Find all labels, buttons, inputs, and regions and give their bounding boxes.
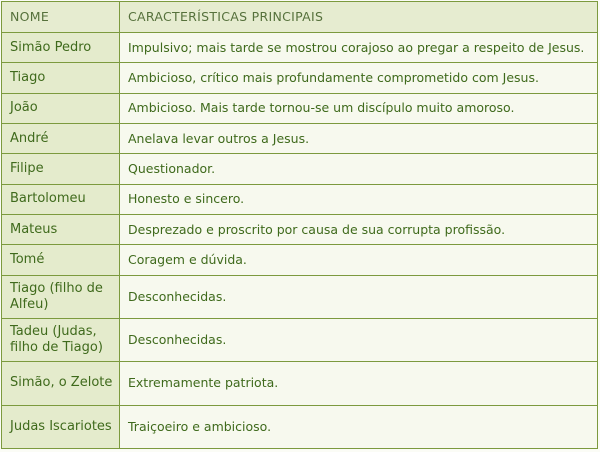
table-row: [2, 123, 598, 153]
apostle-name: Bartolomeu: [2, 184, 120, 214]
table-row: [2, 93, 598, 123]
apostle-characteristics: Coragem e dúvida.: [120, 245, 598, 275]
apostle-name: Judas Iscariotes: [2, 405, 120, 448]
apostle-characteristics: Extremamente patriota.: [120, 362, 598, 405]
table-header-row: [2, 2, 598, 33]
apostle-characteristics: Desprezado e proscrito por causa de sua corrupta profissão.: [120, 214, 598, 244]
apostle-name: Simão, o Zelote: [2, 362, 120, 405]
apostle-characteristics: Questionador.: [120, 154, 598, 184]
apostle-name: Mateus: [2, 214, 120, 244]
apostle-name: Tomé: [2, 245, 120, 275]
table-row: [2, 245, 598, 275]
table-row: [2, 154, 598, 184]
table-row: [2, 362, 598, 405]
apostle-characteristics: Ambicioso, crítico mais profundamente comprometido com Jesus.: [120, 63, 598, 93]
apostle-characteristics: Impulsivo; mais tarde se mostrou corajoso ao pregar a respeito de Jesus.: [120, 33, 598, 63]
apostle-name: João: [2, 93, 120, 123]
apostle-name: Tiago (filho de Alfeu): [2, 275, 120, 318]
table-row: [2, 318, 598, 361]
header-name: NOME: [2, 2, 120, 33]
apostle-name: Tadeu (Judas, filho de Tiago): [2, 318, 120, 361]
table-row: [2, 184, 598, 214]
apostle-characteristics: Anelava levar outros a Jesus.: [120, 123, 598, 153]
apostle-name: Filipe: [2, 154, 120, 184]
table-row: [2, 63, 598, 93]
table-row: [2, 405, 598, 448]
header-characteristics: CARACTERÍSTICAS PRINCIPAIS: [120, 2, 598, 33]
table-row: [2, 33, 598, 63]
apostles-table: [1, 1, 598, 449]
apostle-name: André: [2, 123, 120, 153]
table-row: [2, 275, 598, 318]
table-row: [2, 214, 598, 244]
apostle-characteristics: Desconhecidas.: [120, 275, 598, 318]
apostle-name: Simão Pedro: [2, 33, 120, 63]
apostle-characteristics: Traiçoeiro e ambicioso.: [120, 405, 598, 448]
apostle-name: Tiago: [2, 63, 120, 93]
apostle-characteristics: Honesto e sincero.: [120, 184, 598, 214]
apostle-characteristics: Ambicioso. Mais tarde tornou-se um discípulo muito amoroso.: [120, 93, 598, 123]
apostle-characteristics: Desconhecidas.: [120, 318, 598, 361]
